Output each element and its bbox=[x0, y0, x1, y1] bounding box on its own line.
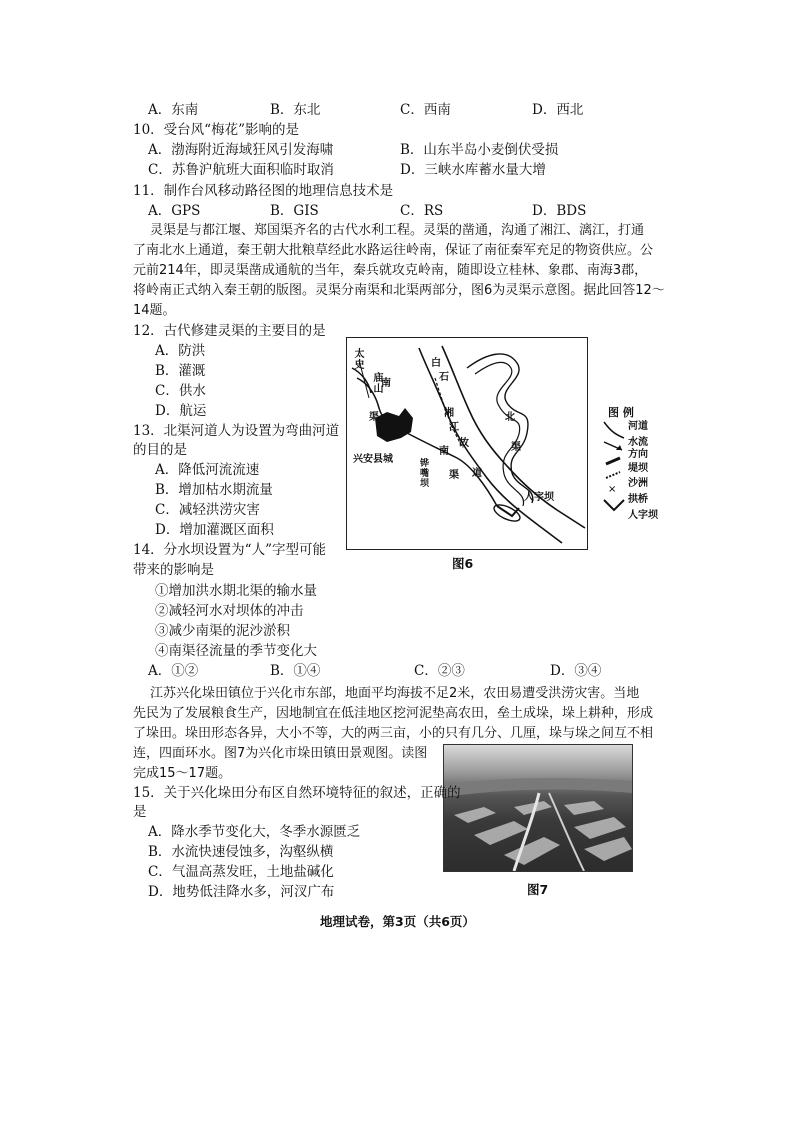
label-north: 北 bbox=[505, 412, 515, 423]
sandbar-legend-icon bbox=[606, 472, 620, 478]
label-dao: 道 bbox=[472, 468, 482, 479]
passage-duotian-line2: 先民为了发展粮食生产，因地制宜在低洼地区挖河泥垫高农田，垒土成垛，垛上耕种，形成 bbox=[133, 706, 654, 721]
arch-bridge-legend-icon: × bbox=[608, 484, 617, 495]
q11-option-b[interactable]: B．GIS bbox=[270, 203, 319, 219]
q12-option-b[interactable]: B．灌溉 bbox=[155, 363, 206, 379]
legend-arch-bridge: 拱桥 bbox=[628, 494, 648, 505]
q12-stem: 12．古代修建灵渠的主要目的是 bbox=[133, 323, 326, 339]
q15-stem-line1: 15．关于兴化垛田分布区自然环境特征的叙述，正确的 bbox=[133, 785, 461, 801]
legend-sandbar: 沙洲 bbox=[628, 478, 648, 489]
label-miaoshan: 庙山 bbox=[371, 372, 382, 394]
q14-option-a[interactable]: A．①② bbox=[148, 663, 199, 679]
label-renzi-dam: 人字坝 bbox=[524, 492, 554, 503]
q13-stem-line2: 的目的是 bbox=[133, 442, 187, 458]
q12-option-c[interactable]: C．供水 bbox=[155, 383, 206, 399]
legend-title: 图 例 bbox=[608, 406, 634, 419]
figure7-caption: 图7 bbox=[527, 882, 549, 897]
q11-stem: 11．制作台风移动路径图的地理信息技术是 bbox=[133, 183, 394, 199]
label-canal-3: 渠 bbox=[449, 470, 459, 481]
legend-river: 河道 bbox=[628, 421, 648, 432]
label-gu: 故 bbox=[459, 438, 469, 449]
passage-lingqu-line4: 将岭南正式纳入秦王朝的版图。灵渠分南渠和北渠两部分，图6为灵渠示意图。据此回答12～ bbox=[133, 283, 665, 298]
q13-option-a[interactable]: A．降低河流流速 bbox=[155, 462, 260, 478]
q10-option-a[interactable]: A．渤海附近海域狂风引发海啸 bbox=[148, 142, 334, 158]
passage-lingqu-line3: 元前214年，即灵渠凿成通航的当年，秦兵就攻克岭南，随即设立桂林、象郡、南海3郡， bbox=[133, 263, 648, 278]
q9-option-b[interactable]: B．东北 bbox=[270, 102, 321, 118]
passage-duotian-line4: 连，四面环水。图7为兴化市垛田镇田景观图。读图 bbox=[133, 746, 428, 761]
passage-duotian-line5: 完成15～17题。 bbox=[133, 766, 232, 781]
river-legend-icon bbox=[604, 422, 624, 438]
q10-option-c[interactable]: C．苏鲁沪航班大面积临时取消 bbox=[148, 162, 334, 178]
q15-option-a[interactable]: A．降水季节变化大，冬季水源匮乏 bbox=[148, 824, 361, 840]
figure6-caption: 图6 bbox=[452, 556, 474, 571]
q13-option-b[interactable]: B．增加枯水期流量 bbox=[155, 482, 273, 498]
label-huazui-dike: 铧嘴坝 bbox=[418, 458, 428, 488]
q13-option-d[interactable]: D．增加灌溉区面积 bbox=[155, 522, 274, 538]
q15-option-d[interactable]: D．地势低洼降水多，河汊广布 bbox=[148, 884, 335, 900]
q14-stem-line1: 14．分水坝设置为“人”字型可能 bbox=[133, 542, 326, 558]
figure6-map bbox=[346, 337, 588, 550]
q10-stem: 10．受台风“梅花”影响的是 bbox=[133, 122, 299, 138]
label-south-2: 南 bbox=[439, 446, 449, 457]
renzi-dam-legend-icon bbox=[604, 500, 624, 510]
passage-duotian-line3: 了垛田。垛田形态各异，大小不等，大的两三亩，小的只有几分、几厘，垛与垛之间互不相 bbox=[133, 726, 654, 741]
q11-option-d[interactable]: D．BDS bbox=[532, 203, 587, 219]
q15-option-c[interactable]: C．气温高蒸发旺，土地盐碱化 bbox=[148, 864, 334, 880]
q15-option-b[interactable]: B．水流快速侵蚀多，沟壑纵横 bbox=[148, 844, 334, 860]
label-jiang: 江 bbox=[449, 422, 459, 433]
legend-symbols bbox=[600, 420, 628, 520]
label-xiang: 湘 bbox=[444, 408, 454, 419]
page-footer: 地理试卷，第3页（共6页） bbox=[320, 914, 475, 929]
q12-option-a[interactable]: A．防洪 bbox=[155, 343, 206, 359]
q14-option-b[interactable]: B．①④ bbox=[270, 663, 321, 679]
q14-stem-line2: 带来的影响是 bbox=[133, 562, 214, 578]
q14-item-1: ①增加洪水期北渠的输水量 bbox=[155, 583, 317, 599]
figure7-photo bbox=[443, 744, 633, 872]
q12-option-d[interactable]: D．航运 bbox=[155, 403, 207, 419]
passage-lingqu-line2: 了南北水上通道，秦王朝大批粮草经此水路运往岭南，保证了南征秦军充足的物资供应。公 bbox=[133, 243, 654, 258]
passage-duotian-line1: 江苏兴化垛田镇位于兴化市东部，地面平均海拔不足2米，农田易遭受洪涝灾害。当地 bbox=[150, 686, 640, 701]
legend-flow-direction: 水流方向 bbox=[628, 437, 648, 460]
label-taishi: 太史 bbox=[352, 348, 363, 370]
q11-option-a[interactable]: A．GPS bbox=[148, 203, 201, 219]
legend-dike: 堤坝 bbox=[628, 463, 648, 474]
q10-option-d[interactable]: D．三峡水库蓄水量大增 bbox=[400, 162, 546, 178]
q9-option-c[interactable]: C．西南 bbox=[400, 102, 451, 118]
label-canal-2: 渠 bbox=[511, 442, 521, 453]
q14-item-4: ④南渠径流量的季节变化大 bbox=[155, 643, 317, 659]
q14-option-d[interactable]: D．③④ bbox=[550, 663, 602, 679]
q15-stem-line2: 是 bbox=[133, 804, 147, 820]
dike-legend-icon bbox=[606, 458, 620, 464]
q11-option-c[interactable]: C．RS bbox=[400, 203, 444, 219]
q13-stem-line1: 13．北渠河道人为设置为弯曲河道 bbox=[133, 423, 340, 439]
legend-renzi-dam: 人字坝 bbox=[628, 510, 658, 521]
label-bai: 白 bbox=[431, 358, 441, 369]
passage-lingqu-line1: 灵渠是与都江堰、郑国渠齐名的古代水利工程。灵渠的凿通，沟通了湘江、漓江，打通 bbox=[150, 223, 645, 238]
label-south-1: 南 bbox=[381, 378, 391, 389]
q13-option-c[interactable]: C．减轻洪涝灾害 bbox=[155, 502, 260, 518]
label-xingan-town: 兴安县城 bbox=[353, 454, 393, 465]
passage-lingqu-line5: 14题。 bbox=[133, 303, 176, 318]
duotian-landscape-image bbox=[444, 745, 632, 871]
q14-option-c[interactable]: C．②③ bbox=[414, 663, 465, 679]
label-canal-1: 渠 bbox=[369, 412, 379, 423]
label-shi: 石 bbox=[439, 372, 449, 383]
q10-option-b[interactable]: B．山东半岛小麦倒伏受损 bbox=[400, 142, 559, 158]
q9-option-d[interactable]: D．西北 bbox=[532, 102, 584, 118]
q14-item-2: ②减轻河水对坝体的冲击 bbox=[155, 603, 304, 619]
q9-option-a[interactable]: A．东南 bbox=[148, 102, 199, 118]
q14-item-3: ③减少南渠的泥沙淤积 bbox=[155, 623, 290, 639]
